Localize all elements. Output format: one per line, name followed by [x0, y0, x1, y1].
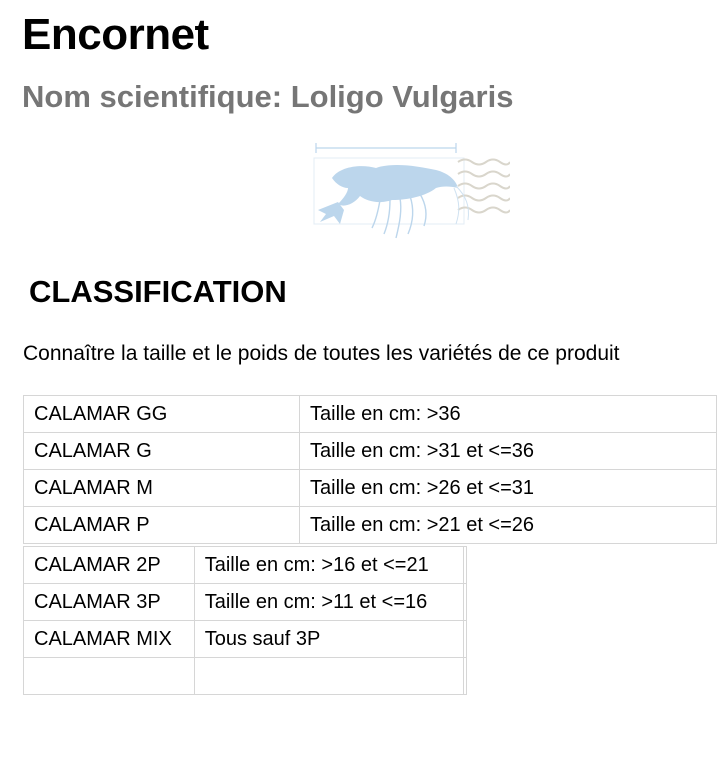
table-row: [24, 658, 467, 695]
table-row: [24, 507, 717, 544]
classification-title: CLASSIFICATION: [29, 274, 287, 309]
variety-extra: [463, 547, 466, 584]
variety-extra: [463, 584, 466, 621]
classification-intro: Connaître la taille et le poids de toutes les variétés de ce produit: [23, 342, 620, 365]
variety-size: Taille en cm: >26 et <=31: [300, 470, 717, 507]
shrimp-icon: [310, 140, 510, 250]
variety-extra: [463, 621, 466, 658]
variety-name: CALAMAR 2P: [24, 547, 195, 584]
variety-name: CALAMAR P: [24, 507, 300, 544]
size-table-small: [23, 546, 467, 695]
variety-extra: [463, 658, 466, 695]
variety-name: CALAMAR GG: [24, 396, 300, 433]
variety-size: Taille en cm: >36: [300, 396, 717, 433]
variety-name: CALAMAR M: [24, 470, 300, 507]
size-table-large: [23, 395, 717, 544]
table-row: [24, 584, 467, 621]
table-row: [24, 470, 717, 507]
table-row: [24, 433, 717, 470]
variety-name: CALAMAR G: [24, 433, 300, 470]
table-row: [24, 547, 467, 584]
shrimp-illustration: [310, 140, 510, 250]
variety-size: [194, 658, 463, 695]
scientific-name: Nom scientifique: Loligo Vulgaris: [22, 79, 514, 114]
variety-size: Taille en cm: >31 et <=36: [300, 433, 717, 470]
table-row: [24, 396, 717, 433]
variety-name: [24, 658, 195, 695]
variety-name: CALAMAR 3P: [24, 584, 195, 621]
variety-size: Taille en cm: >11 et <=16: [194, 584, 463, 621]
table-row: [24, 621, 467, 658]
variety-size: Tous sauf 3P: [194, 621, 463, 658]
page-title: Encornet: [22, 10, 209, 59]
variety-size: Taille en cm: >21 et <=26: [300, 507, 717, 544]
variety-name: CALAMAR MIX: [24, 621, 195, 658]
variety-size: Taille en cm: >16 et <=21: [194, 547, 463, 584]
